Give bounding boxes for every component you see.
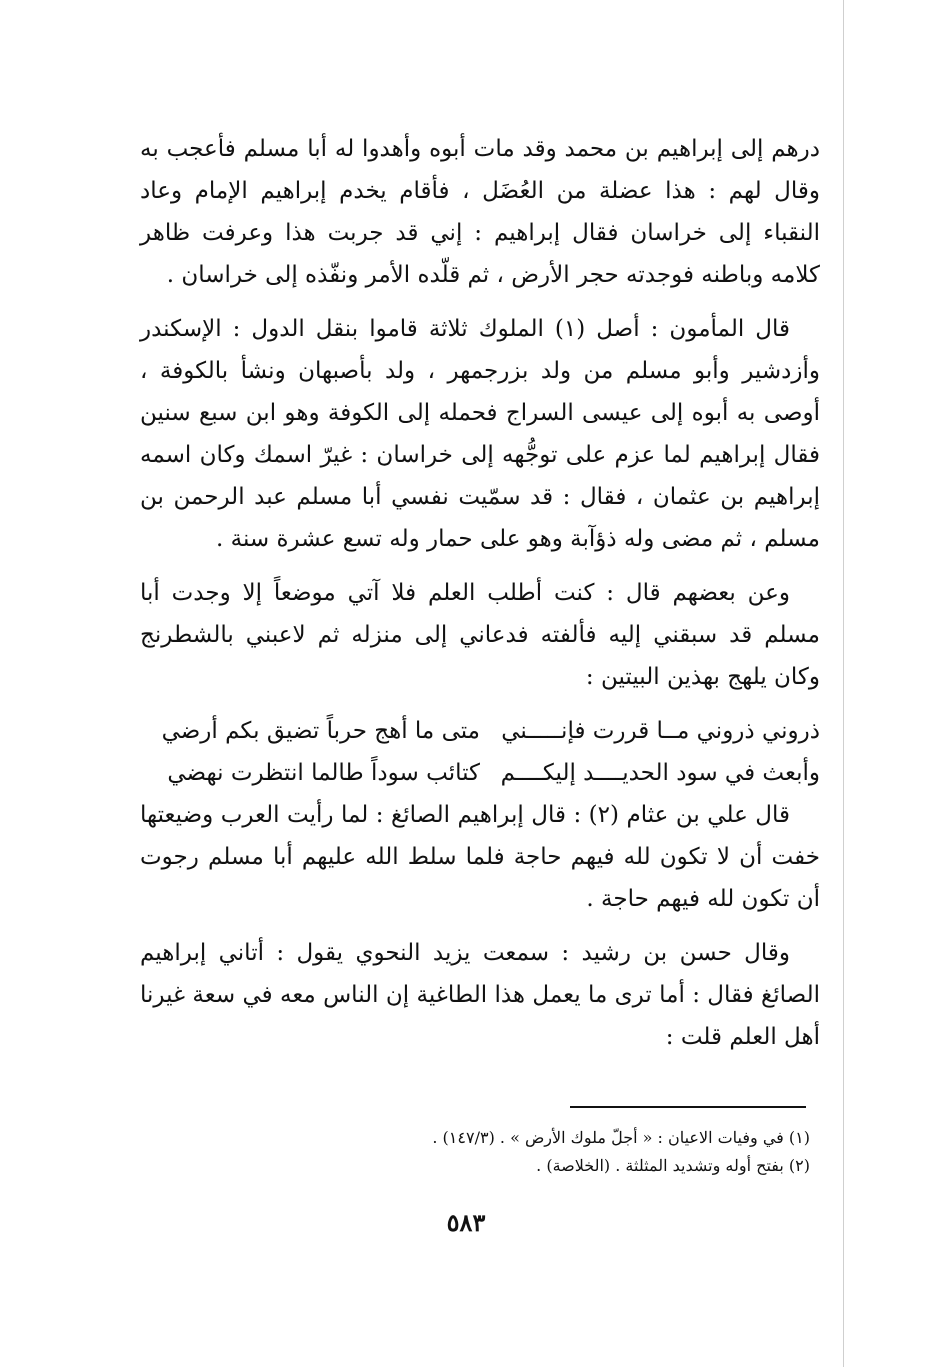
paragraph-5: وقال حسن بن رشيد : سمعت يزيد النحوي يقول : أتاني إبراهيم الصائغ فقال : أما ترى ما يعمل هذا الطاغية إن الناس معه في سعة غيرنا أهل العلم قلت : bbox=[140, 940, 820, 1050]
page-number: ٥٨٣ bbox=[446, 1208, 486, 1237]
verse-line-1 bbox=[140, 710, 820, 752]
footnote-2: (٢) بفتح أوله وتشديد المثلثة . (الخلاصة) . bbox=[536, 1156, 810, 1175]
footnote-rule bbox=[570, 1106, 806, 1108]
paragraph-gap bbox=[140, 698, 820, 710]
footnotes bbox=[340, 1124, 810, 1180]
paragraph-gap bbox=[140, 296, 820, 308]
verse-1-first-hemistich: ذروني ذروني مــا قررت فإنـــــني bbox=[501, 718, 820, 744]
verse-line-2 bbox=[140, 752, 820, 794]
page-edge-line bbox=[843, 0, 844, 1367]
paragraph-3: وعن بعضهم قال : كنت أطلب العلم فلا آتي موضعاً إلا وجدت أبا مسلم قد سبقني إليه فألفته فدعاني إلى منزله ثم لاعبني بالشطرنج وكان يلهج بهذين البيتين : bbox=[140, 580, 820, 690]
paragraph-1: درهم إلى إبراهيم بن محمد وقد مات أبوه وأهدوا له أبا مسلم فأعجب به وقال لهم : هذا عضلة من العُضَل ، فأقام يخدم إبراهيم الإمام وعاد النقباء إلى خراسان فقال إبراهيم : إني قد جربت هذا وعرفت ظاهر كلامه وباطنه فوجدته حجر الأرض ، ثم قلّده الأمر ونفّذه إلى خراسان . bbox=[140, 136, 820, 288]
paragraph-4: قال علي بن عثام (٢) : قال إبراهيم الصائغ : لما رأيت العرب وضيعتها خفت أن لا تكون لله فيهم حاجة فلما سلط الله عليهم أبا مسلم رجوت أن تكون لله فيهم حاجة . bbox=[140, 802, 820, 912]
verse-2-first-hemistich: وأبعث في سود الحديــــد إليكــــم bbox=[500, 760, 820, 786]
poem bbox=[140, 710, 820, 794]
paragraph-2: قال المأمون : أصل (١) الملوك ثلاثة قاموا بنقل الدول : الإسكندر وأزدشير وأبو مسلم من ولد بزرجمهر ، ولد بأصبهان ونشأ بالكوفة ، أوصى به أبوه إلى عيسى السراج فحمله إلى الكوفة وهو ابن سبع سنين فقال إبراهيم لما عزم على توجُّهه إلى خراسان : غيرّ اسمك وكان اسمه إبراهيم بن عثمان ، فقال : قد سمّيت نفسي أبا مسلم عبد الرحمن بن مسلم ، ثم مضى وله ذؤآبة وهو على حمار وله تسع عشرة سنة . bbox=[140, 316, 820, 552]
verse-1-second-hemistich: متى ما أهج حرباً تضيق بكم أرضي bbox=[161, 718, 480, 744]
footnote-1: (١) في وفيات الاعيان : « أجلّ ملوك الأرض » . (١٤٧/٣) . bbox=[432, 1128, 810, 1147]
page-body bbox=[140, 128, 820, 1058]
verse-2-second-hemistich: كتائب سوداً طالما انتظرت نهضي bbox=[167, 760, 480, 786]
paragraph-gap bbox=[140, 560, 820, 572]
paragraph-gap bbox=[140, 920, 820, 932]
